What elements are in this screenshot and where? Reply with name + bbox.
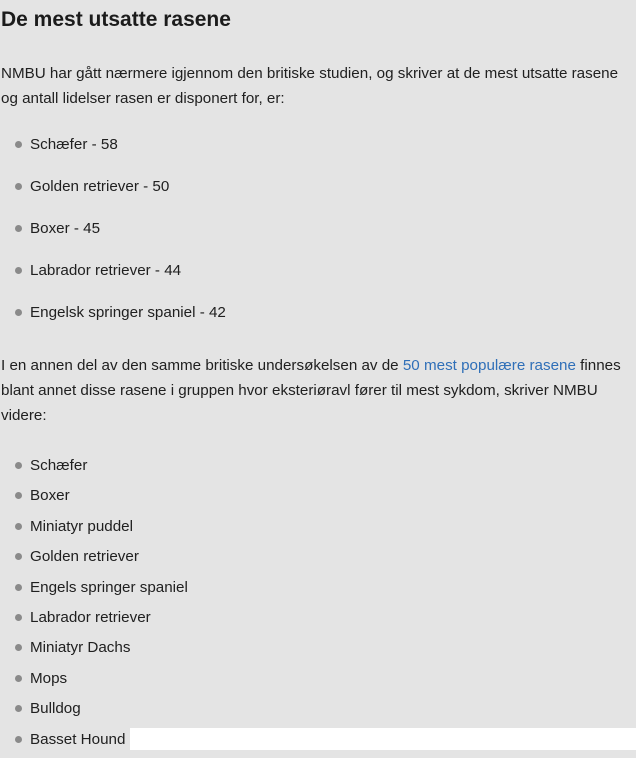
list-item	[0, 484, 188, 514]
intro-paragraph: NMBU har gått nærmere igjennom den britiske studien, og skriver at de mest utsatte rasene og antall lidelser rasen er disponert for, er:	[1, 65, 619, 107]
list-item	[0, 545, 188, 575]
bullet-icon	[15, 462, 22, 469]
section-heading: De mest utsatte rasene	[1, 8, 231, 31]
list-item	[0, 133, 226, 175]
list-item-text: Engels springer spaniel	[30, 578, 188, 596]
bullet-icon	[15, 523, 22, 530]
bullet-icon	[15, 183, 22, 190]
list-item-text: Bulldog	[30, 700, 81, 718]
top-breeds-list	[0, 133, 226, 343]
bullet-icon	[15, 492, 22, 499]
list-item-text: Golden retriever - 50	[30, 178, 170, 195]
list-item-text: Schæfer - 58	[30, 136, 118, 153]
list-item-text: Labrador retriever - 44	[30, 262, 182, 279]
list-item	[0, 259, 226, 301]
list-item-text: Boxer	[30, 487, 70, 505]
list-item-text: Basset Hound	[30, 730, 126, 748]
bullet-icon	[15, 675, 22, 682]
list-item-text: Engelsk springer spaniel - 42	[30, 304, 226, 321]
list-item-text: Labrador retriever	[30, 608, 151, 626]
bottom-white-strip	[130, 728, 636, 750]
list-item	[0, 636, 188, 666]
bullet-icon	[15, 644, 22, 651]
second-paragraph-before-link: I en annen del av den samme britiske undersøkelsen av de	[1, 357, 403, 374]
bullet-icon	[15, 267, 22, 274]
list-item-text: Miniatyr puddel	[30, 517, 133, 535]
list-item	[0, 576, 188, 606]
second-paragraph-after-link: finnes blant annet disse rasene i gruppen hvor eksteriøravl fører til mest sykdom, skriver NMBU videre:	[1, 357, 621, 424]
list-item	[0, 175, 226, 217]
bullet-icon	[15, 705, 22, 712]
bullet-icon	[15, 309, 22, 316]
list-item	[0, 454, 188, 484]
popular-breeds-link[interactable]: 50 mest populære rasene	[402, 357, 576, 374]
list-item	[0, 301, 226, 343]
list-item-text: Schæfer	[30, 457, 88, 474]
list-item-text: Golden retriever	[30, 548, 139, 566]
bullet-icon	[15, 225, 22, 232]
list-item-text: Boxer - 45	[30, 220, 101, 237]
bullet-icon	[15, 584, 22, 591]
bullet-icon	[15, 141, 22, 148]
bullet-icon	[15, 553, 22, 560]
bullet-icon	[15, 614, 22, 621]
list-item-text: Mops	[30, 669, 68, 687]
exterior-breeds-list	[0, 454, 188, 758]
list-item	[0, 697, 188, 727]
list-item	[0, 515, 188, 545]
bullet-icon	[15, 736, 22, 743]
list-item	[0, 606, 188, 636]
second-paragraph	[1, 353, 636, 428]
list-item	[0, 217, 226, 259]
list-item	[0, 667, 188, 697]
list-item-text: Miniatyr Dachs	[30, 639, 131, 657]
